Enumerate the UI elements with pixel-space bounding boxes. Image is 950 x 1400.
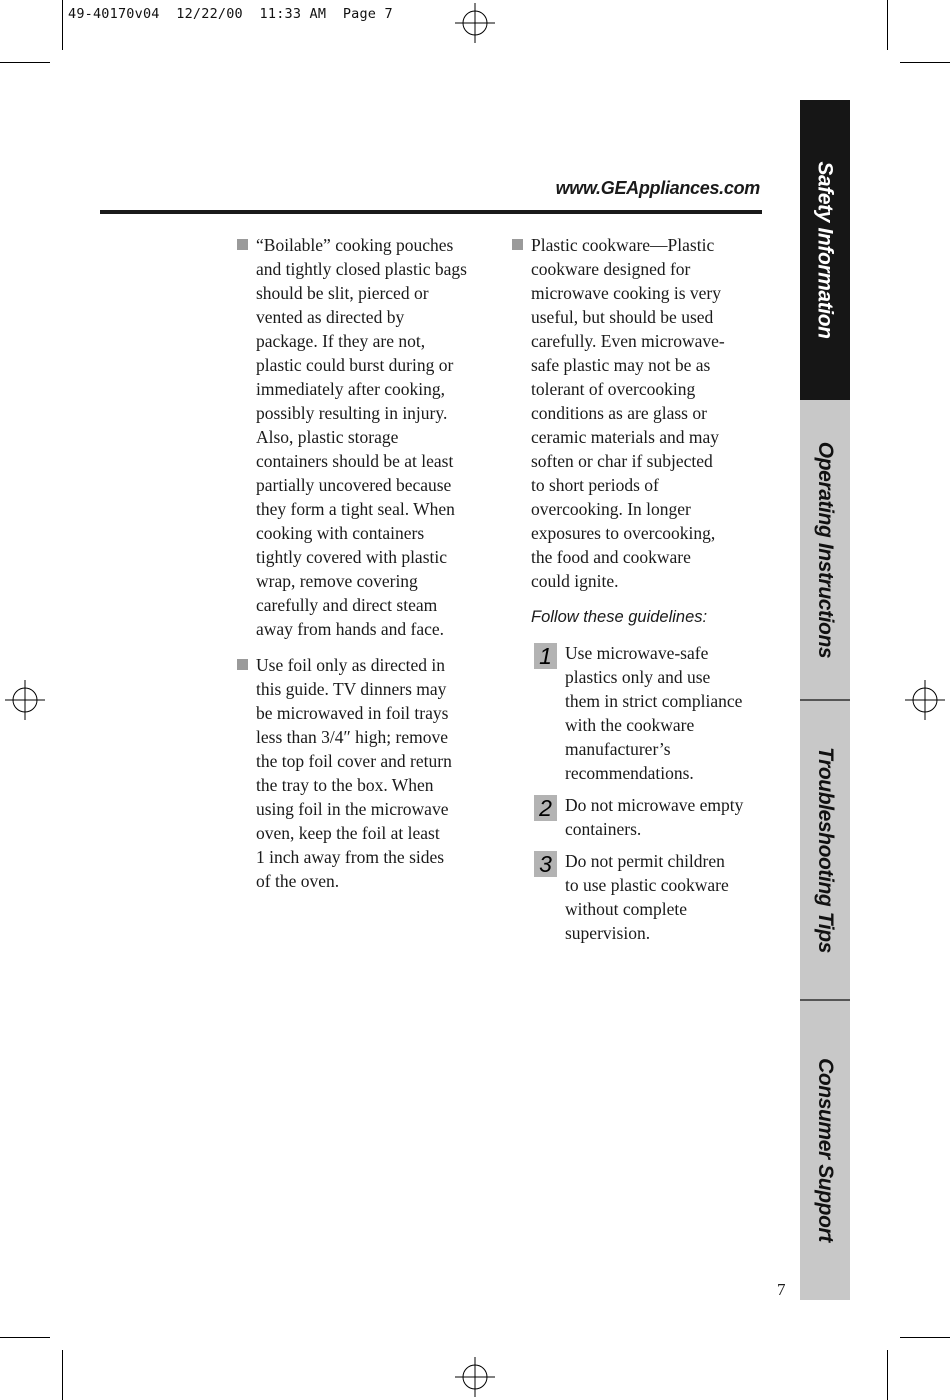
crop-mark bbox=[62, 1350, 63, 1400]
tab-troubleshooting-tips[interactable] bbox=[800, 700, 850, 1000]
tab-divider bbox=[800, 699, 850, 701]
printer-slug-line: 49-40170v04 12/22/00 11:33 AM Page 7 bbox=[68, 6, 393, 22]
registration-mark-icon bbox=[455, 3, 495, 43]
tab-consumer-support[interactable] bbox=[800, 1000, 850, 1300]
tab-divider bbox=[800, 999, 850, 1001]
tab-label: Troubleshooting Tips bbox=[814, 747, 838, 953]
page-number: 7 bbox=[777, 1280, 786, 1299]
square-bullet-icon bbox=[237, 239, 248, 250]
guideline-step bbox=[512, 793, 764, 841]
registration-mark-icon bbox=[5, 680, 45, 720]
crop-mark bbox=[887, 1350, 888, 1400]
step-number-badge: 1 bbox=[534, 643, 557, 669]
registration-mark-icon bbox=[905, 680, 945, 720]
bullet-text: Use foil only as directed in this guide. TV dinners may be microwaved in foil trays less than 3/4″ high; remove the top foil cover and return the tray to the box. When using foil in the microwave oven, keep the foil at least 1 inch away from the sides of the oven. bbox=[256, 655, 452, 891]
step-number-badge: 3 bbox=[534, 851, 557, 877]
crop-mark bbox=[900, 62, 950, 63]
crop-mark bbox=[62, 0, 63, 50]
bullet-text: Plastic cookware—Plastic cookware designed for microwave cooking is very useful, but should be used carefully. Even microwave- safe plastic may not be as tolerant of overcooking conditions as are glass or ceramic materials and may soften or char if subjected to short periods of overcooking. In longer exposures to overcooking, the food and cookware could ignite. bbox=[531, 235, 725, 591]
step-text: Do not permit children to use plastic cookware without complete supervision. bbox=[565, 851, 729, 943]
square-bullet-icon bbox=[237, 659, 248, 670]
step-text: Do not microwave empty containers. bbox=[565, 795, 744, 839]
header-rule bbox=[100, 210, 762, 214]
guideline-step bbox=[512, 849, 764, 945]
website-url[interactable]: www.GEAppliances.com bbox=[555, 178, 760, 198]
left-column bbox=[237, 233, 492, 905]
crop-mark bbox=[887, 0, 888, 50]
tab-label: Safety Information bbox=[814, 161, 837, 339]
tab-label: Consumer Support bbox=[814, 1058, 837, 1242]
guidelines-heading: Follow these guidelines: bbox=[531, 608, 708, 626]
guideline-step bbox=[512, 641, 764, 785]
bullet-item bbox=[237, 653, 492, 893]
bullet-item bbox=[512, 233, 764, 593]
section-tabs bbox=[800, 100, 850, 1300]
tab-label: Operating Instructions bbox=[814, 441, 838, 659]
bullet-text: “Boilable” cooking pouches and tightly closed plastic bags should be slit, pierced or vented as directed by package. If they are not, plastic could burst during or immediately after cooking, possibly resulting in injury. Also, plastic storage containers should be at least partially uncovered because they form a tight seal. When cooking with containers tightly covered with plastic wrap, remove covering carefully and direct steam away from hands and face. bbox=[256, 235, 467, 639]
bullet-item bbox=[237, 233, 492, 641]
square-bullet-icon bbox=[512, 239, 523, 250]
crop-mark bbox=[0, 1337, 50, 1338]
crop-mark bbox=[900, 1337, 950, 1338]
step-text: Use microwave-safe plastics only and use them in strict compliance with the cookware manufacturer’s recommendations. bbox=[565, 643, 743, 783]
tab-safety-information[interactable] bbox=[800, 100, 850, 400]
right-column bbox=[512, 233, 764, 953]
tab-operating-instructions[interactable] bbox=[800, 400, 850, 700]
step-number-badge: 2 bbox=[534, 795, 557, 821]
crop-mark bbox=[0, 62, 50, 63]
registration-mark-icon bbox=[455, 1357, 495, 1397]
